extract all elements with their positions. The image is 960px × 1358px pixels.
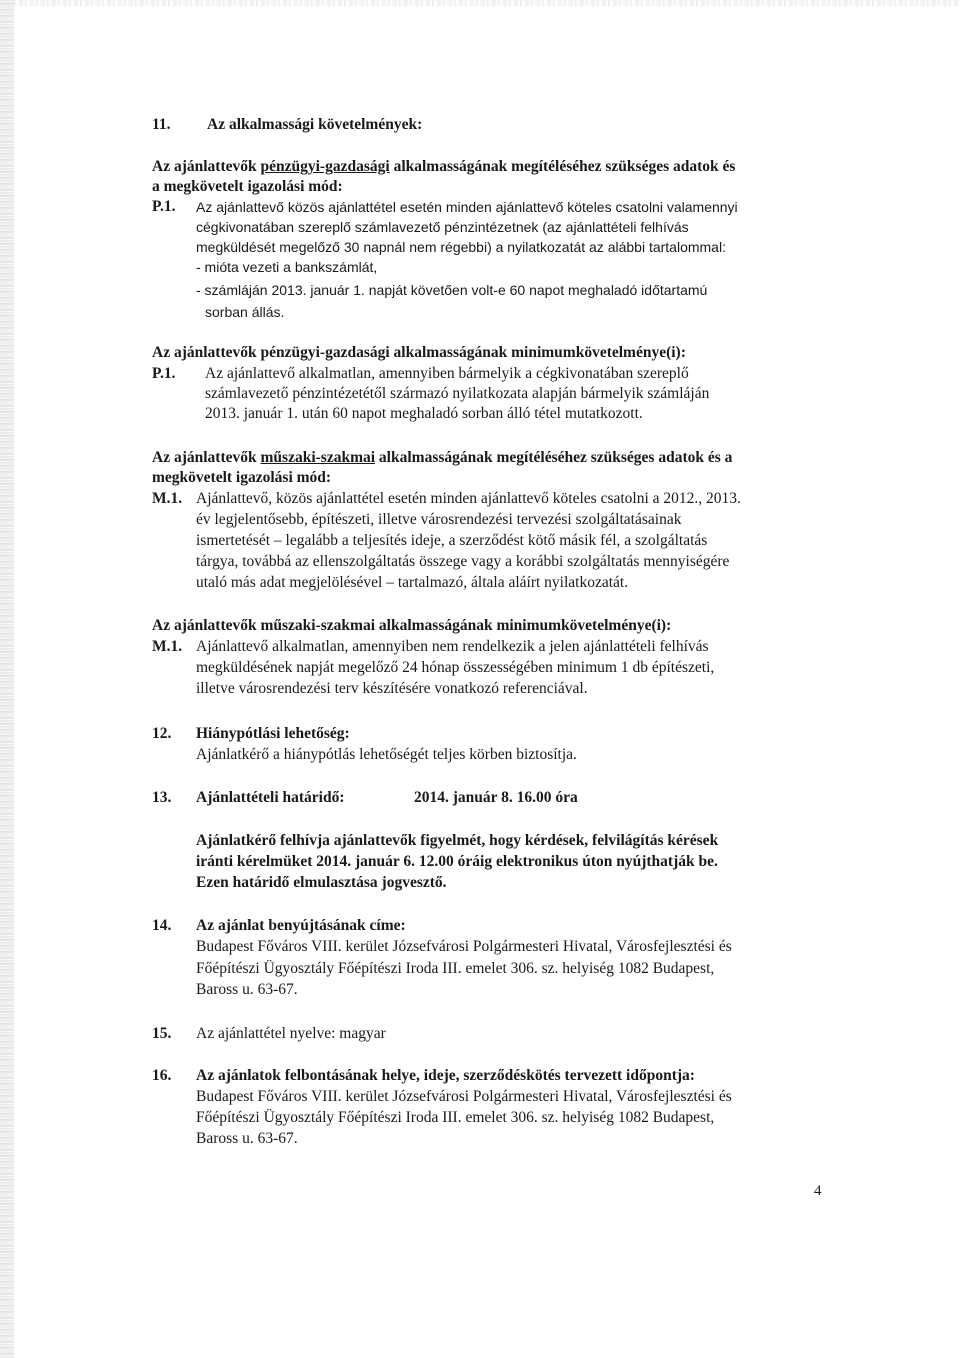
- section-16-number: 16.: [152, 1067, 172, 1084]
- section-12-title: Hiánypótlási lehetőség:: [196, 725, 350, 742]
- section-12-line-1: Ajánlatkérő a hiánypótlás lehetőségét teljes körben biztosítja.: [196, 746, 577, 763]
- section-14-line-1: Budapest Főváros VIII. kerület Józsefvárosi Polgármesteri Hivatal, Városfejlesztési és: [196, 938, 732, 955]
- financial-minimum-heading: Az ajánlattevők pénzügyi-gazdasági alkalmasságának minimumkövetelménye(i):: [152, 344, 686, 361]
- financial-requirements-heading-line2: a megkövetelt igazolási mód:: [152, 178, 343, 195]
- technical-minimum-heading: Az ajánlattevők műszaki-szakmai alkalmasságának minimumkövetelménye(i):: [152, 617, 672, 634]
- m1-line-4: tárgya, továbbá az ellenszolgáltatás összege vagy a korábbi szolgáltatás mennyiségére: [196, 553, 730, 570]
- section-16-line-1: Budapest Főváros VIII. kerület Józsefvárosi Polgármesteri Hivatal, Városfejlesztési és: [196, 1088, 732, 1105]
- p1-label: P.1.: [152, 198, 176, 215]
- mm-line-3: illetve városrendezési terv készítésére vonatkozó referenciával.: [196, 680, 588, 697]
- section-16-title: Az ajánlatok felbontásának helye, ideje, szerződéskötés tervezett időpontja:: [196, 1067, 695, 1084]
- mm-line-2: megküldésének napját megelőző 24 hónap összességében minimum 1 db építészeti,: [196, 659, 715, 676]
- financial-requirements-heading: Az ajánlattevők pénzügyi-gazdasági alkalmasságának megítéléséhez szükséges adatok és: [152, 158, 736, 175]
- pm-line-3: 2013. január 1. után 60 napot meghaladó sorban álló tétel mutatkozott.: [205, 405, 643, 422]
- section-14-title: Az ajánlat benyújtásának címe:: [196, 917, 406, 934]
- section-12-number: 12.: [152, 725, 172, 742]
- deadline-note-line-2: iránti kérelmüket 2014. január 6. 12.00 óráig elektronikus úton nyújthatják be.: [196, 853, 718, 870]
- section-13-number: 13.: [152, 789, 172, 806]
- section-16-line-3: Baross u. 63-67.: [196, 1130, 298, 1147]
- section-14-number: 14.: [152, 917, 172, 934]
- p1-line-1: Az ajánlattevő közös ajánlattétel esetén minden ajánlattevő köteles csatolni valamennyi: [196, 199, 738, 215]
- p1-line-4: - mióta vezeti a bankszámlát,: [196, 259, 378, 275]
- section-14-line-3: Baross u. 63-67.: [196, 981, 298, 998]
- p1-line-2: cégkivonatában szereplő számlavezető pénzintézetnek (az ajánlattételi felhívás: [196, 219, 689, 235]
- deadline-note-line-3: Ezen határidő elmulasztása jogvesztő.: [196, 874, 447, 891]
- section-13-title: Ajánlattételi határidő:: [196, 789, 345, 806]
- section-15-number: 15.: [152, 1025, 172, 1042]
- m1-line-3: ismertetését – legalább a teljesítés ideje, a szerződést kötő másik fél, a szolgáltatás: [196, 532, 708, 549]
- page-number: 4: [814, 1183, 822, 1199]
- m1-line-5: utaló más adat megjelölésével – tartalmazó, általa aláírt nyilatkozatát.: [196, 574, 629, 591]
- mm-line-1: Ajánlattevő alkalmatlan, amennyiben nem rendelkezik a jelen ajánlattételi felhívás: [196, 638, 709, 655]
- m1-label: M.1.: [152, 490, 183, 507]
- p1-line-3: megküldését megelőző 30 napnál nem régebbi) a nyilatkozatát az alábbi tartalommal:: [196, 239, 726, 255]
- pm-line-2: számlavezető pénzintézetétől származó nyilatkozata alapján bármelyik számláján: [205, 385, 710, 402]
- p1-line-5: - számláján 2013. január 1. napját követően volt-e 60 napot meghaladó időtartamú: [196, 282, 708, 298]
- section-15-title: Az ajánlattétel nyelve: magyar: [196, 1025, 386, 1042]
- m1-line-2: év legjelentősebb, építészeti, illetve városrendezési tervezési szolgáltatásainak: [196, 511, 682, 528]
- section-11-number: 11.: [152, 116, 171, 133]
- deadline-note-line-1: Ajánlatkérő felhívja ajánlattevők figyelmét, hogy kérdések, felvilágítás kérések: [196, 832, 719, 849]
- pm-line-1: Az ajánlattevő alkalmatlan, amennyiben bármelyik a cégkivonatában szereplő: [205, 365, 689, 382]
- pm-label: P.1.: [152, 365, 176, 382]
- section-14-line-2: Főépítészi Ügyosztály Főépítészi Iroda III. emelet 306. sz. helyiség 1082 Budapest,: [196, 960, 715, 977]
- section-11-title: Az alkalmassági követelmények:: [207, 116, 423, 133]
- technical-requirements-heading: Az ajánlattevők műszaki-szakmai alkalmasságának megítéléséhez szükséges adatok és a: [152, 449, 733, 466]
- p1-line-6: sorban állás.: [205, 304, 285, 320]
- technical-requirements-heading-line2: megkövetelt igazolási mód:: [152, 469, 332, 486]
- mm-label: M.1.: [152, 638, 183, 655]
- section-16-line-2: Főépítészi Ügyosztály Főépítészi Iroda III. emelet 306. sz. helyiség 1082 Budapest,: [196, 1109, 715, 1126]
- submission-deadline: 2014. január 8. 16.00 óra: [414, 789, 578, 806]
- m1-line-1: Ajánlattevő, közös ajánlattétel esetén minden ajánlattevő köteles csatolni a 2012., 2013.: [196, 490, 741, 507]
